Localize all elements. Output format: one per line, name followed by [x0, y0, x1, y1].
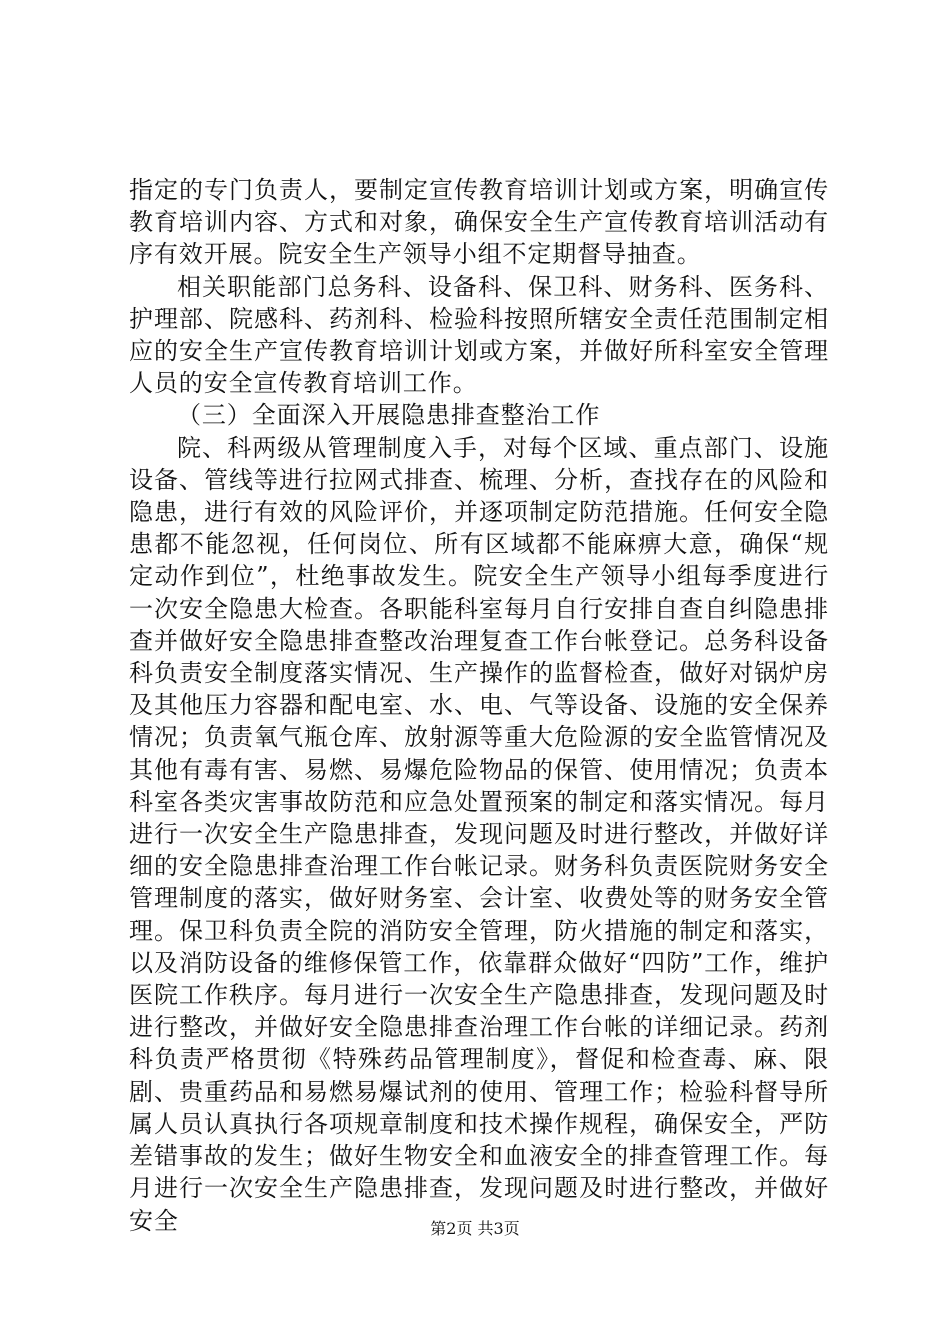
paragraph-continued: 指定的专门负责人，要制定宣传教育培训计划或方案，明确宣传教育培训内容、方式和对象，确保安全生产宣传教育培训活动有序有效开展。院安全生产领导小组不定期督导抽查。 — [129, 176, 829, 269]
paragraph-departments: 相关职能部门总务科、设备科、保卫科、财务科、医务科、护理部、院感科、药剂科、检验科按照所辖安全责任范围制定相应的安全生产宣传教育培训计划或方案，并做好所科室安全管理人员的安全宣传教育培训工作。 — [129, 272, 829, 398]
section-heading: （三）全面深入开展隐患排查整治工作 — [177, 401, 601, 430]
page-footer: 第2页 共3页 — [430, 1219, 520, 1238]
document-body — [129, 174, 829, 1237]
paragraph-hazard-inspection: 院、科两级从管理制度入手，对每个区域、重点部门、设施设备、管线等进行拉网式排查、梳理、分析，查找存在的风险和隐患，进行有效的风险评价，并逐项制定防范措施。任何安全隐患都不能忽视，任何岗位、所有区域都不能麻痹大意，确保“规定动作到位”，杜绝事故发生。院安全生产领导小组每季度进行一次安全隐患大检查。各职能科室每月自行安排自查自纠隐患排查并做好安全隐患排查整改治理复查工作台帐登记。总务科设备科负责安全制度落实情况、生产操作的监督检查，做好对锅炉房及其他压力容器和配电室、水、电、气等设备、设施的安全保养情况；负责氧气瓶仓库、放射源等重大危险源的安全监管情况及其他有毒有害、易燃、易爆危险物品的保管、使用情况；负责本科室各类灾害事故防范和应急处置预案的制定和落实情况。每月进行一次安全生产隐患排查，发现问题及时进行整改，并做好详细的安全隐患排查治理工作台帐记录。财务科负责医院财务安全管理制度的落实，做好财务室、会计室、收费处等的财务安全管理。保卫科负责全院的消防安全管理，防火措施的制定和落实，以及消防设备的维修保管工作，依靠群众做好“四防”工作，维护医院工作秩序。每月进行一次安全生产隐患排查，发现问题及时进行整改，并做好安全隐患排查治理工作台帐的详细记录。药剂科负责严格贯彻《特殊药品管理制度》，督促和检查毒、麻、限剧、贵重药品和易燃易爆试剂的使用、管理工作；检验科督导所属人员认真执行各项规章制度和技术操作规程，确保安全，严防差错事故的发生；做好生物安全和血液安全的排查管理工作。每月进行一次安全生产隐患排查，发现问题及时进行整改，并做好安全 — [129, 433, 829, 1235]
